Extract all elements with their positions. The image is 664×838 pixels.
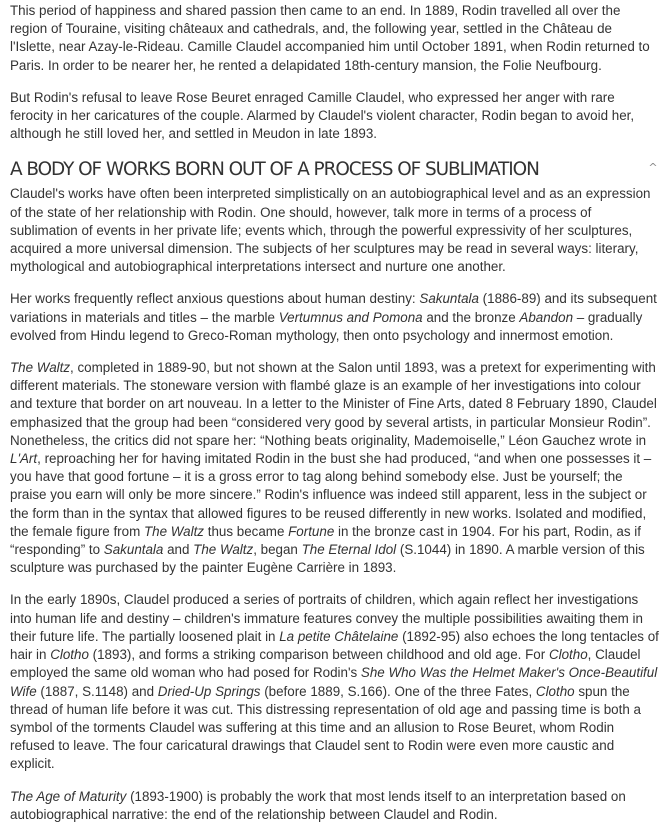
paragraph-text: and [163, 542, 194, 558]
work-title: Clotho [535, 683, 575, 699]
article-body [10, 2, 660, 838]
paragraph-text: Claudel's works have often been interpreted simplistically on an autobiographical level and as an expression of the state of her relationship with Rodin. One should, however, talk more in terms of a process of sublimation of events in her private life; events which, through the powerful expressivity of her sculptures, acquired a more universal dimension. The subjects of her sculptures may be read in several ways: literary, mythological and autobiographical interpretations intersect and nurture one another. [10, 186, 651, 275]
work-title: Dried-Up Springs [157, 683, 261, 699]
work-title: Fortune [288, 523, 335, 539]
work-title: The Waltz [143, 523, 204, 539]
work-title: The Waltz [193, 542, 254, 558]
work-title: Sakuntala [103, 542, 164, 558]
paragraph-text: (1886-89) and its subsequent variations in materials and titles – the marble [10, 291, 657, 325]
paragraph-text: This period of happiness and shared passion then came to an end. In 1889, Rodin travelled all over the region of Touraine, visiting châteaux and cathedrals, and, the following year, settled in the Château de l'Islette, near Azay-le-Rideau. Camille Claudel accompanied him until October 1891, when Rodin returned to Paris. In order to be nearer her, he rented a delapidated 18th-century mansion, the Folie Neufbourg. [10, 3, 650, 73]
paragraph-age-of-maturity [10, 788, 660, 824]
paragraph-text: (1893-1900) is probably the work that most lends itself to an interpretation based on autobiographical narrative: the end of the relationship between Claudel and Rodin. [10, 788, 626, 822]
paragraph-text: spun the thread of human life before it was cut. This distressing representation of old age and passing time is both a symbol of the torments Claudel was suffering at this time and an allusion to Rose Beuret, whom Rodin refused to leave. The four caricatural drawings that Claudel sent to Rodin were even more caustic and explicit. [10, 683, 641, 772]
work-title: Clotho [548, 647, 588, 663]
paragraph-text: (S.1044) in 1890. A marble version of this sculpture was purchased by the painter Eugène Carrière in 1893. [10, 542, 645, 576]
work-title: La petite Châtelaine [279, 628, 399, 644]
paragraph-text: But Rodin's refusal to leave Rose Beuret enraged Camille Claudel, who expressed her anger with rare ferocity in her caricatures of the couple. Alarmed by Claudel's violent character, Rodin began to avoid her, although he still loved her, and settled in Meudon in late 1893. [10, 89, 635, 142]
paragraph-text: – gradually evolved from Hindu legend to Greco-Roman mythology, then onto psychology and innermost emotion. [10, 309, 643, 343]
paragraph-text: (before 1889, S.166). One of the three Fates, [260, 683, 536, 699]
paragraph-the-waltz [10, 359, 660, 577]
collapse-chevron-icon[interactable]: ^ [648, 161, 658, 175]
paragraph-text: , began [253, 542, 302, 558]
paragraph-text: (1893), and forms a striking comparison between childhood and old age. For [88, 647, 549, 663]
paragraph-sublimation [10, 185, 660, 276]
paragraph-text: , Claudel employed the same old woman who had posed for Rodin's [10, 647, 641, 681]
work-title: The Eternal Idol [301, 542, 397, 558]
paragraph-text: In the early 1890s, Claudel produced a series of portraits of children, which again reflect her investigations into human life and destiny – children's immature features convey the multiple possibilities awaiting them in their future life. The partially loosened plait in [10, 592, 643, 644]
section-header [10, 157, 660, 181]
paragraph-text: (1887, S.1148) and [36, 683, 158, 699]
paragraph-human-destiny [10, 290, 660, 345]
work-title: Clotho [50, 647, 89, 663]
paragraph-text: (1892-95) also echoes the long tentacles of hair in [10, 628, 659, 663]
paragraph-text: and the bronze [422, 309, 520, 325]
paragraph-children-portraits [10, 591, 660, 773]
work-title: The Waltz [10, 360, 71, 376]
paragraph-touraine [10, 2, 660, 75]
paragraph-text: thus became [204, 523, 289, 539]
publication-title: L'Art [10, 451, 38, 467]
work-title: Sakuntala [419, 291, 479, 307]
paragraph-rose-beuret [10, 89, 660, 144]
paragraph-text: in the bronze cast in 1904. For his part, Rodin, as if “responding” to [10, 523, 641, 558]
work-title: Vertumnus and Pomona [278, 309, 423, 325]
paragraph-text: Her works frequently reflect anxious questions about human destiny: [10, 291, 420, 307]
work-title: She Who Was the Helmet Maker's Once-Beautiful Wife [10, 665, 658, 699]
section-title: A BODY OF WORKS BORN OUT OF A PROCESS OF SUBLIMATION [10, 158, 539, 181]
paragraph-text: , reproaching her for having imitated Rodin in the bust she had produced, “and when one possesses it – you have that good fortune – it is a gross error to tag along behind somebody else. Just be yourself; the praise you earn will only be more sincere.” Rodin's influence was indeed still apparent, less in the subject or the form than in the syntax that allowed figures to be reused differently in new works. Isolated and modified, the female figure from [10, 451, 652, 539]
paragraph-text: , completed in 1889-90, but not shown at the Salon until 1893, was a pretext for experimenting with different materials. The stoneware version with flambé glaze is an example of her investigations into colour and texture that border on art nouveau. In a letter to the Minister of Fine Arts, dated 8 February 1890, Claudel emphasized that the group had been “considered very good by several artists, in particular Monsieur Rodin”. Nonetheless, the critics did not spare her: “Nothing beats originality, Mademoiselle,” Léon Gauchez wrote in [10, 360, 657, 448]
work-title: The Age of Maturity [10, 788, 127, 804]
work-title: Abandon [519, 309, 574, 325]
